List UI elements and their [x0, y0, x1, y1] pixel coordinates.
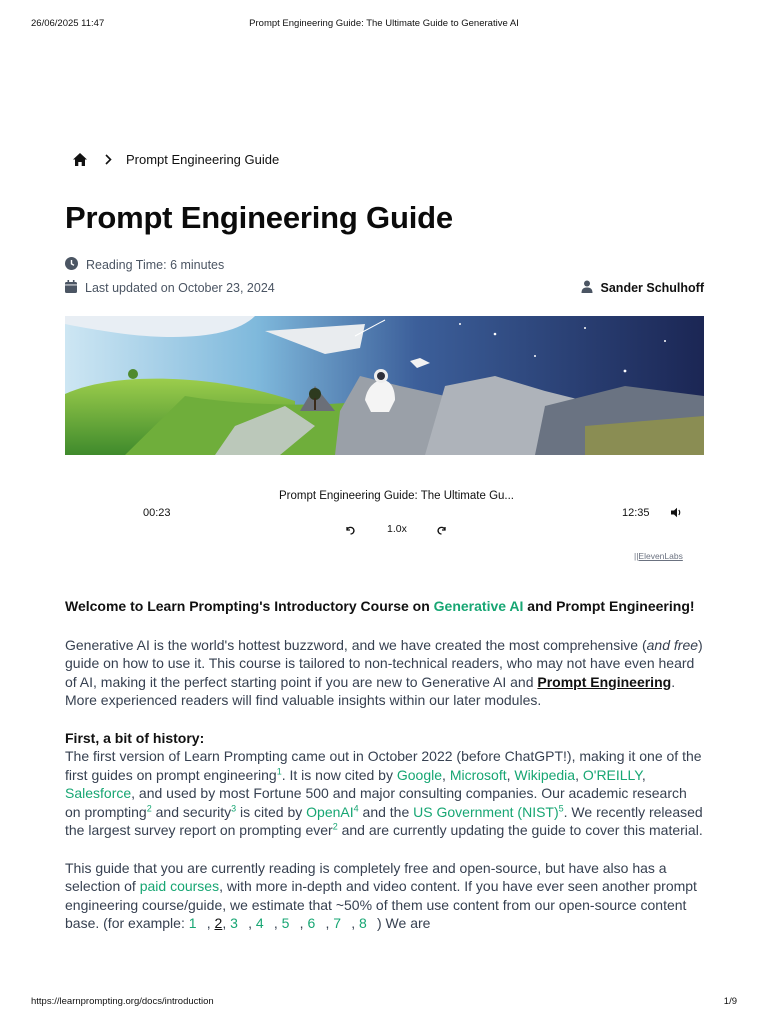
volume-icon[interactable]: [670, 507, 682, 521]
brand-prefix: ||: [634, 551, 639, 561]
footnote-4[interactable]: 4: [353, 802, 359, 813]
calendar-icon: [65, 280, 85, 296]
clock-icon: [65, 257, 86, 273]
prompt-engineering-link[interactable]: Prompt Engineering: [537, 673, 672, 690]
last-updated-text: Last updated on October 23, 2024: [85, 281, 275, 295]
breadcrumb-current[interactable]: Prompt Engineering Guide: [126, 152, 280, 167]
salesforce-link[interactable]: Salesforce: [65, 785, 132, 801]
example-link-3[interactable]: 3: [230, 915, 238, 931]
generative-ai-link[interactable]: Generative AI: [433, 598, 524, 614]
footnote-2[interactable]: 2: [146, 802, 152, 813]
example-link-8[interactable]: 8: [359, 915, 367, 931]
example-link-2[interactable]: 2: [214, 915, 223, 931]
intro-heading: Welcome to Learn Prompting's Introductory Course on Generative AI and Prompt Engineering!: [65, 598, 695, 614]
paragraph-intro: Generative AI is the world's hottest buzzword, and we have created the most comprehensive (and free) guide on how to use it. This course is tailored to non-technical readers, who may not have even heard of AI, making it the perfect starting point if you are new to Generative AI and Prompt Engineering. More experienced readers will find valuable insights within our later modules.: [65, 636, 703, 708]
oreilly-link[interactable]: O'REILLY: [582, 766, 642, 783]
forward-icon[interactable]: [436, 524, 448, 539]
reading-time-text: Reading Time: 6 minutes: [86, 258, 225, 272]
example-link-6[interactable]: 6: [307, 915, 316, 931]
author[interactable]: [581, 280, 704, 296]
brand-name: ElevenLabs: [638, 551, 683, 561]
reading-time: [65, 257, 224, 273]
openai-link[interactable]: OpenAI: [306, 803, 354, 820]
print-date: 26/06/2025 11:47: [31, 18, 105, 29]
chevron-right-icon: [104, 154, 112, 165]
home-icon[interactable]: [72, 152, 88, 167]
paragraph-courses: This guide that you are currently reading is completely free and open-source, but have also has a selection of paid courses, with more in-depth and video content. If you have ever seen another prompt engineering course/guide, we estimate that ~50% of them use content from our open-source content base. (for example: 1 , 2, 3 , 4 , 5 , 6 , 7 , 8 ) We are: [65, 859, 697, 931]
paragraph-history: The first version of Learn Prompting came out in October 2022 (before ChatGPT!), making it one of the first guides on prompt engineering$^1$. It is now cited by Google, Microsoft, Wikipedia, O'REILLY, Salesforce, and used by most Fortune 500 and major consulting companies. Our academic research on prompting$^2$ and security$^3$ is cited by OpenAI$^4$ and the US Government (NIST)$^5$. We recently released the largest survey report on prompting ever$^2$ and are currently updating the guide to cover this material.: [65, 748, 703, 838]
playback-speed[interactable]: 1.0x: [387, 523, 407, 535]
example-link-1[interactable]: 1: [188, 915, 197, 931]
footnote-1[interactable]: 1: [276, 765, 282, 776]
hero-image: [65, 316, 704, 455]
example-link-4[interactable]: 4: [255, 915, 264, 931]
microsoft-link[interactable]: Microsoft: [449, 766, 507, 783]
print-url: https://learnprompting.org/docs/introduction: [31, 996, 214, 1007]
nist-link[interactable]: US Government (NIST): [413, 803, 559, 820]
footnote-5[interactable]: 5: [558, 802, 564, 813]
footnote-3[interactable]: 3: [231, 802, 237, 813]
history-heading: First, a bit of history:: [65, 729, 205, 746]
example-link-5[interactable]: 5: [281, 915, 290, 931]
footnote-2-repeat[interactable]: 2: [332, 821, 338, 832]
user-icon: [581, 280, 601, 296]
paid-courses-link[interactable]: paid courses: [139, 878, 220, 894]
print-page-number: 1/9: [723, 996, 737, 1007]
print-document-title: Prompt Engineering Guide: The Ultimate Guide to Generative AI: [249, 18, 519, 29]
audio-player[interactable]: [65, 485, 704, 565]
current-time: 00:23: [143, 507, 171, 519]
elevenlabs-brand[interactable]: [634, 551, 683, 561]
duration: 12:35: [622, 507, 650, 519]
author-name: Sander Schulhoff: [600, 281, 704, 295]
page-title: Prompt Engineering Guide: [65, 200, 453, 235]
example-link-7[interactable]: 7: [333, 915, 342, 931]
google-link[interactable]: Google: [396, 766, 443, 783]
wikipedia-link[interactable]: Wikipedia: [514, 766, 576, 783]
breadcrumb: [72, 152, 279, 167]
article-body: [65, 597, 704, 952]
last-updated: [65, 280, 275, 296]
rewind-icon[interactable]: [344, 524, 356, 539]
audio-title: Prompt Engineering Guide: The Ultimate Gu...: [278, 490, 514, 502]
